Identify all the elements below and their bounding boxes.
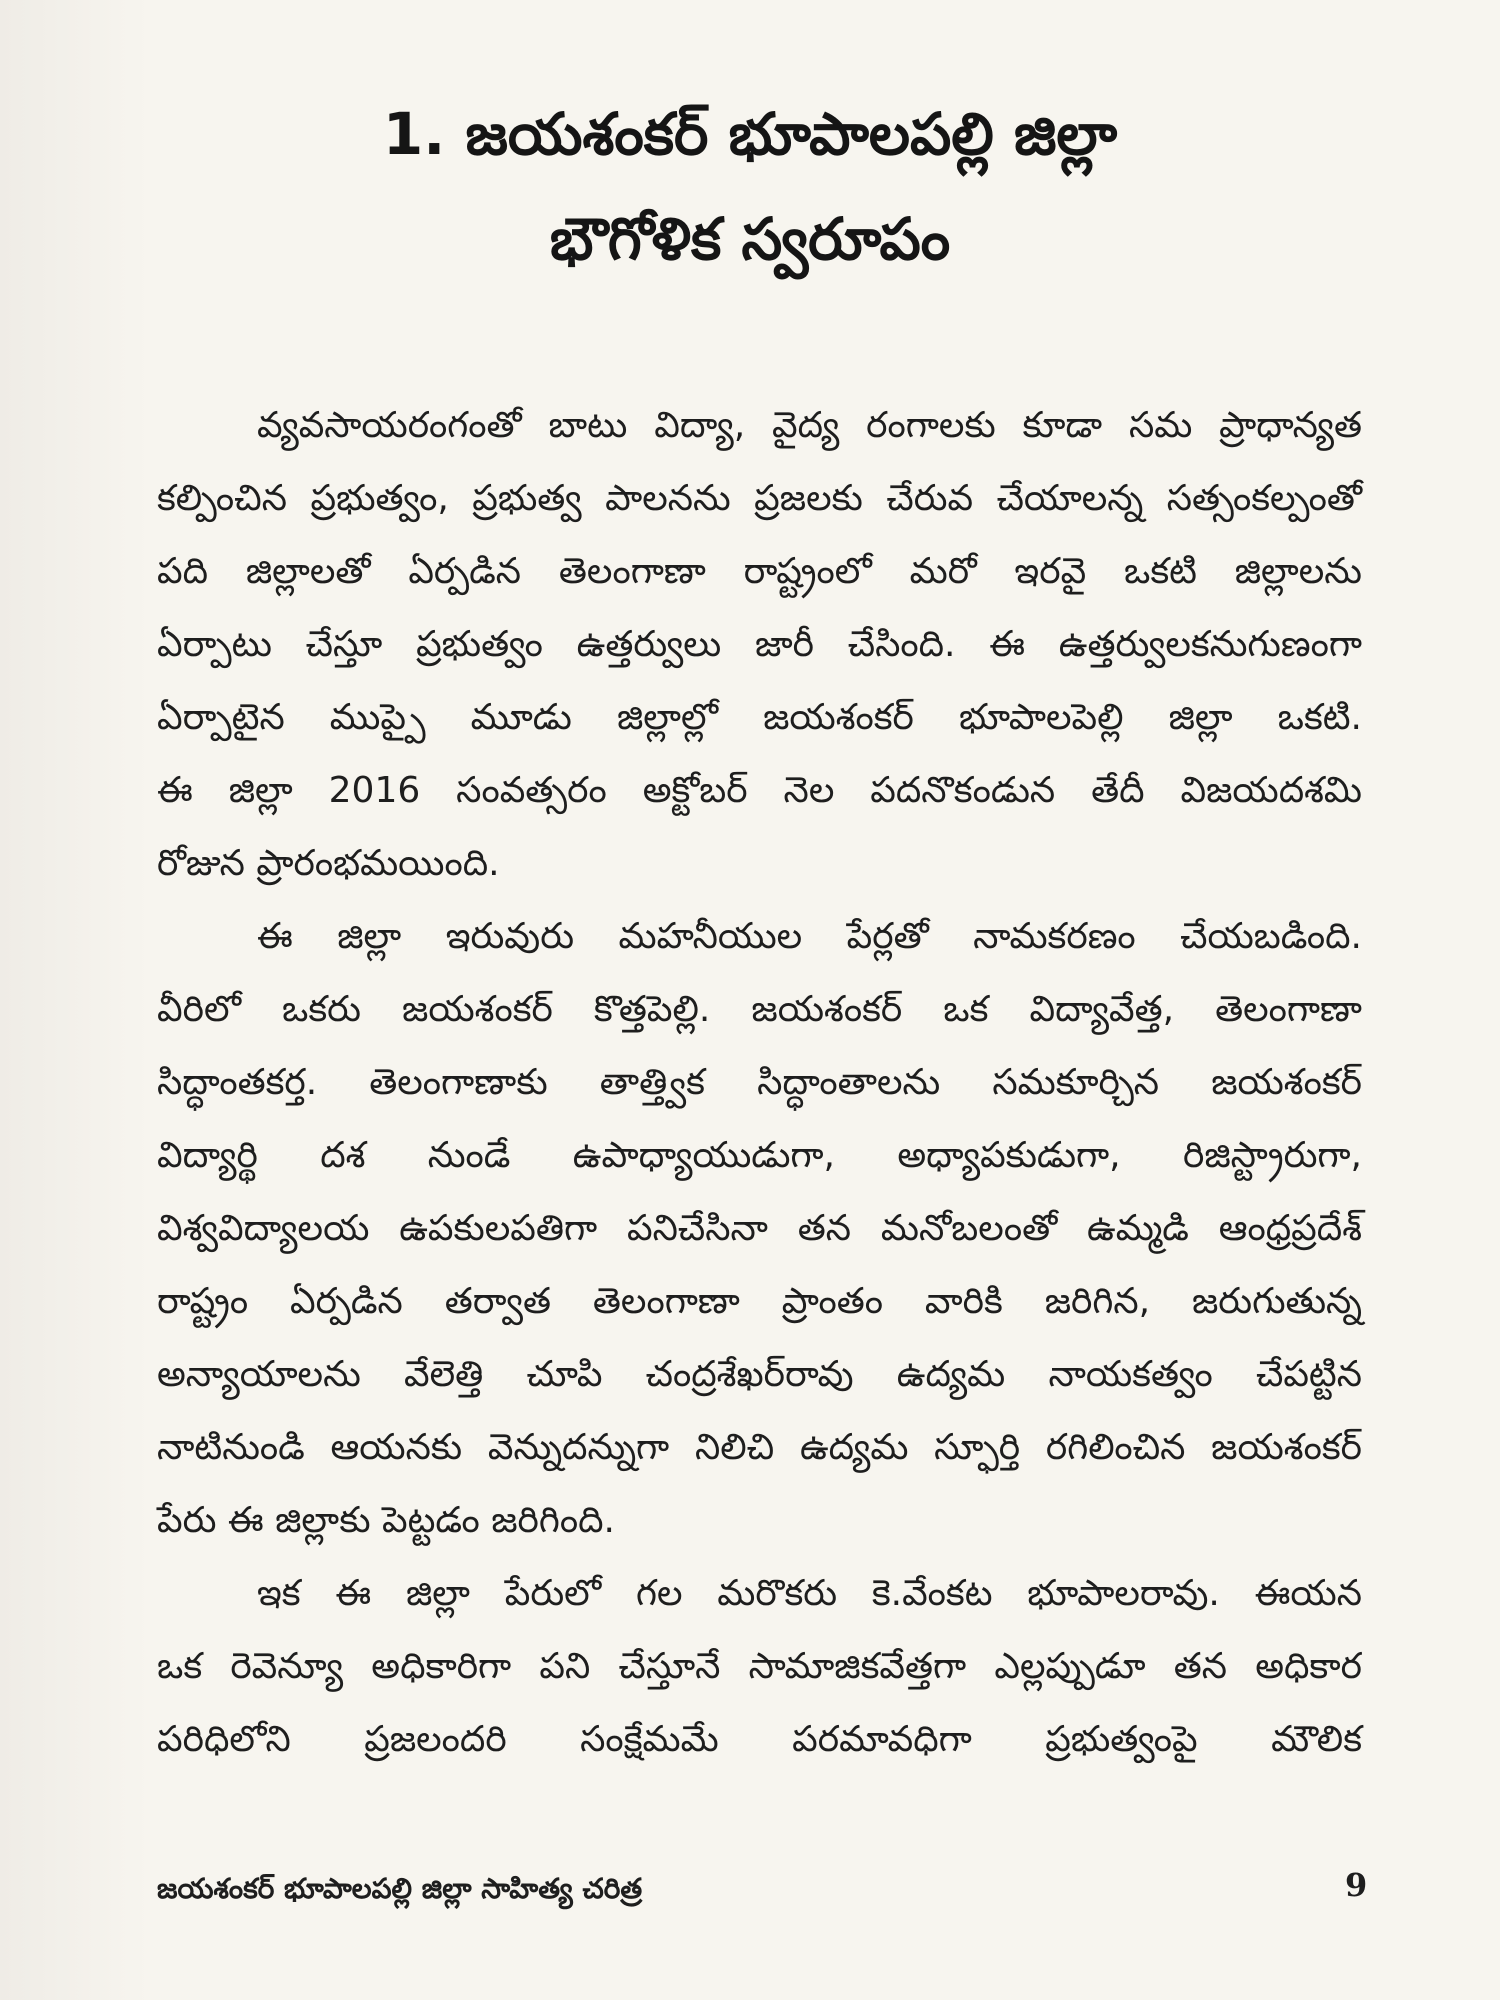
text-line: ఈ జిల్లా ఇరువురు మహనీయుల పేర్లతో నామకరణం చేయబడింది. bbox=[257, 916, 1362, 957]
text-line: ఇక ఈ జిల్లా పేరులో గల మరొకరు కె.వేంకట భూపాలరావు. ఈయన bbox=[257, 1573, 1362, 1614]
text-line: రాష్ట్రం ఏర్పడిన తర్వాత తెలంగాణా ప్రాంతం వారికి జరిగిన, జరుగుతున్న bbox=[157, 1281, 1362, 1322]
chapter-subtitle: భౌగోళిక స్వరూపం bbox=[549, 205, 951, 273]
text-line: ఈ జిల్లా 2016 సంవత్సరం అక్టోబర్ నెల పదనొకండున తేదీ విజయదశమి bbox=[157, 770, 1362, 811]
text-line: విద్యార్థి దశ నుండే ఉపాధ్యాయుడుగా, అధ్యాపకుడుగా, రిజిస్ట్రారుగా, bbox=[157, 1135, 1362, 1176]
text-line: సిద్ధాంతకర్త. తెలంగాణాకు తాత్త్విక సిద్ధాంతాలను సమకూర్చిన జయశంకర్ bbox=[157, 1062, 1362, 1103]
text-line: నాటినుండి ఆయనకు వెన్నుదన్నుగా నిలిచి ఉద్యమ స్ఫూర్తి రగిలించిన జయశంకర్ bbox=[157, 1427, 1362, 1468]
text-line: అన్యాయాలను వేలెత్తి చూపి చంద్రశేఖర్‌రావు ఉద్యమ నాయకత్వం చేపట్టిన bbox=[157, 1354, 1362, 1395]
text-line: ఒక రెవెన్యూ అధికారిగా పని చేస్తూనే సామాజికవేత్తగా ఎల్లప్పుడూ తన అధికార bbox=[157, 1646, 1362, 1687]
text-line: ఏర్పాటైన ముప్పై మూడు జిల్లాల్లో జయశంకర్ భూపాలపెల్లి జిల్లా ఒకటి. bbox=[157, 697, 1362, 738]
text-line: పది జిల్లాలతో ఏర్పడిన తెలంగాణా రాష్ట్రంలో మరో ఇరవై ఒకటి జిల్లాలను bbox=[157, 551, 1362, 592]
text-line: రోజున ప్రారంభమయింది. bbox=[157, 843, 500, 884]
text-line: పరిధిలోని ప్రజలందరి సంక్షేమమే పరమావధిగా ప్రభుత్వంపై మౌలిక bbox=[157, 1719, 1362, 1760]
text-line: పేరు ఈ జిల్లాకు పెట్టడం జరిగింది. bbox=[157, 1500, 615, 1541]
chapter-title: 1. జయశంకర్ భూపాలపల్లి జిల్లా bbox=[382, 100, 1118, 168]
running-footer: జయశంకర్ భూపాలపల్లి జిల్లా సాహిత్య చరిత్ర bbox=[157, 1872, 643, 1905]
page-number: 9 bbox=[1345, 1866, 1368, 1904]
text-line: వ్యవసాయరంగంతో బాటు విద్యా, వైద్య రంగాలకు కూడా సమ ప్రాధాన్యత bbox=[257, 405, 1362, 446]
page-edge-shadow bbox=[0, 0, 150, 2000]
text-line: కల్పించిన ప్రభుత్వం, ప్రభుత్వ పాలనను ప్రజలకు చేరువ చేయాలన్న సత్సంకల్పంతో bbox=[157, 478, 1362, 519]
text-line: ఏర్పాటు చేస్తూ ప్రభుత్వం ఉత్తర్వులు జారీ చేసింది. ఈ ఉత్తర్వులకనుగుణంగా bbox=[157, 624, 1362, 665]
text-line: వీరిలో ఒకరు జయశంకర్ కొత్తపెల్లి. జయశంకర్ ఒక విద్యావేత్త, తెలంగాణా bbox=[157, 989, 1362, 1030]
text-line: విశ్వవిద్యాలయ ఉపకులపతిగా పనిచేసినా తన మనోబలంతో ఉమ్మడి ఆంధ్రప్రదేశ్ bbox=[157, 1208, 1362, 1249]
body-text bbox=[157, 389, 1362, 1776]
